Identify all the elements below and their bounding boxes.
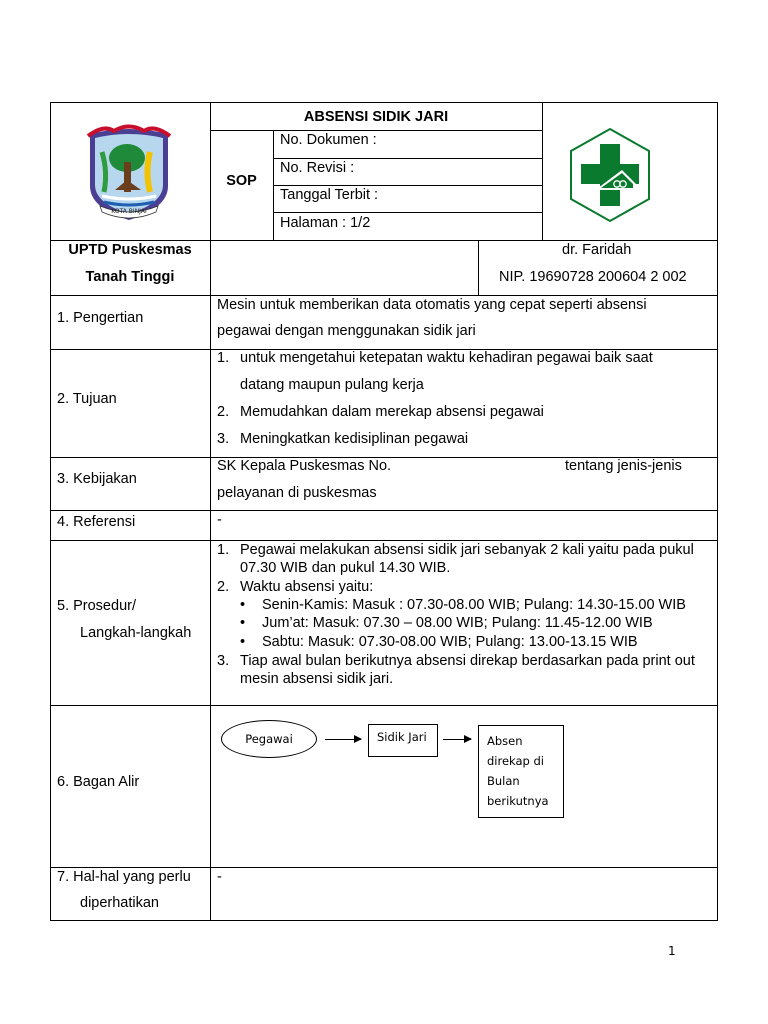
table-border <box>478 240 479 295</box>
tujuan-number: 2. <box>217 404 230 420</box>
sop-label: SOP <box>226 173 257 189</box>
table-border <box>542 102 543 241</box>
jadwal-sabtu: Sabtu: Masuk: 07.30-08.00 WIB; Pulang: 13.00-13.15 WIB <box>262 634 638 650</box>
tujuan-number: 3. <box>217 431 230 447</box>
kebijakan-text: SK Kepala Puskesmas No. <box>217 458 392 474</box>
flow-node-label: Pegawai <box>245 732 293 746</box>
hal-hal-value: - <box>217 869 222 885</box>
flow-node-label: Bulan <box>487 774 520 788</box>
org-name-line2: Tanah Tinggi <box>85 269 175 285</box>
meta-tanggal-terbit: Tanggal Terbit : <box>280 187 379 203</box>
bullet-icon: • <box>240 597 246 613</box>
tujuan-item: Memudahkan dalam merekap absensi pegawai <box>240 404 544 420</box>
section-label-hal-hal: 7. Hal-hal yang perlu <box>57 869 191 885</box>
flow-node-label: berikutnya <box>487 794 549 808</box>
section-label-prosedur: Langkah-langkah <box>80 625 192 641</box>
tujuan-item: Meningkatkan kedisiplinan pegawai <box>240 431 469 447</box>
table-border <box>50 705 718 706</box>
puskesmas-logo <box>568 126 652 224</box>
prosedur-number: 3. <box>217 653 230 669</box>
prosedur-item: Tiap awal bulan berikutnya absensi direkap berdasarkan pada print out <box>240 653 695 669</box>
referensi-value: - <box>217 512 222 528</box>
prosedur-number: 2. <box>217 579 230 595</box>
kota-binjai-logo <box>84 122 174 222</box>
table-border <box>717 102 718 921</box>
kebijakan-text: tentang jenis-jenis <box>565 458 682 474</box>
pengertian-text: pegawai dengan menggunakan sidik jari <box>217 323 476 339</box>
section-label-kebijakan: 3. Kebijakan <box>57 471 137 487</box>
document-title: ABSENSI SIDIK JARI <box>303 109 449 125</box>
signer-name: dr. Faridah <box>562 242 632 258</box>
table-border <box>210 102 211 921</box>
section-label-bagan-alir: 6. Bagan Alir <box>57 774 140 790</box>
flow-arrow-icon <box>443 739 471 740</box>
meta-halaman: Halaman : 1/2 <box>280 215 371 231</box>
org-name-line1: UPTD Puskesmas <box>68 242 192 258</box>
pengertian-text: Mesin untuk memberikan data otomatis yang cepat seperti absensi <box>217 297 647 313</box>
bullet-icon: • <box>240 615 246 631</box>
prosedur-item: Pegawai melakukan absensi sidik jari sebanyak 2 kali yaitu pada pukul <box>240 542 694 558</box>
prosedur-number: 1. <box>217 542 230 558</box>
section-label-prosedur: 5. Prosedur/ <box>57 598 136 614</box>
section-label-tujuan: 2. Tujuan <box>57 391 117 407</box>
table-border <box>50 920 718 921</box>
flow-node-pegawai <box>221 720 317 758</box>
meta-no-revisi: No. Revisi : <box>280 160 355 176</box>
section-label-pengertian: 1. Pengertian <box>57 310 144 326</box>
section-label-referensi: 4. Referensi <box>57 514 136 530</box>
tujuan-item: datang maupun pulang kerja <box>240 377 424 393</box>
section-label-hal-hal: diperhatikan <box>80 895 159 911</box>
jadwal-senin-kamis: Senin-Kamis: Masuk : 07.30-08.00 WIB; Pulang: 14.30-15.00 WIB <box>262 597 686 613</box>
prosedur-item: Waktu absensi yaitu: <box>240 579 374 595</box>
flow-node-label: direkap di <box>487 754 545 768</box>
kebijakan-text: pelayanan di puskesmas <box>217 485 377 501</box>
logo-caption: KOTA BINJAI <box>111 208 147 215</box>
flow-node-absen-direkap <box>478 725 564 818</box>
flow-arrow-icon <box>325 739 361 740</box>
table-border <box>50 102 718 103</box>
signer-nip: NIP. 19690728 200604 2 002 <box>499 269 687 285</box>
meta-no-dokumen: No. Dokumen : <box>280 132 377 148</box>
flow-node-label: Sidik Jari <box>377 730 427 744</box>
flow-node-label: Absen <box>487 734 523 748</box>
flow-node-sidik-jari <box>368 724 438 757</box>
tujuan-item: untuk mengetahui ketepatan waktu kehadiran pegawai baik saat <box>240 350 653 366</box>
prosedur-item: 07.30 WIB dan pukul 14.30 WIB. <box>240 560 451 576</box>
table-border <box>50 510 718 511</box>
page-number: 1 <box>668 944 676 958</box>
jadwal-jumat: Jum’at: Masuk: 07.30 – 08.00 WIB; Pulang: 11.45-12.00 WIB <box>262 615 653 631</box>
tujuan-number: 1. <box>217 350 230 366</box>
bullet-icon: • <box>240 634 246 650</box>
table-border <box>50 102 51 921</box>
table-border <box>273 212 542 213</box>
prosedur-item: mesin absensi sidik jari. <box>240 671 394 687</box>
